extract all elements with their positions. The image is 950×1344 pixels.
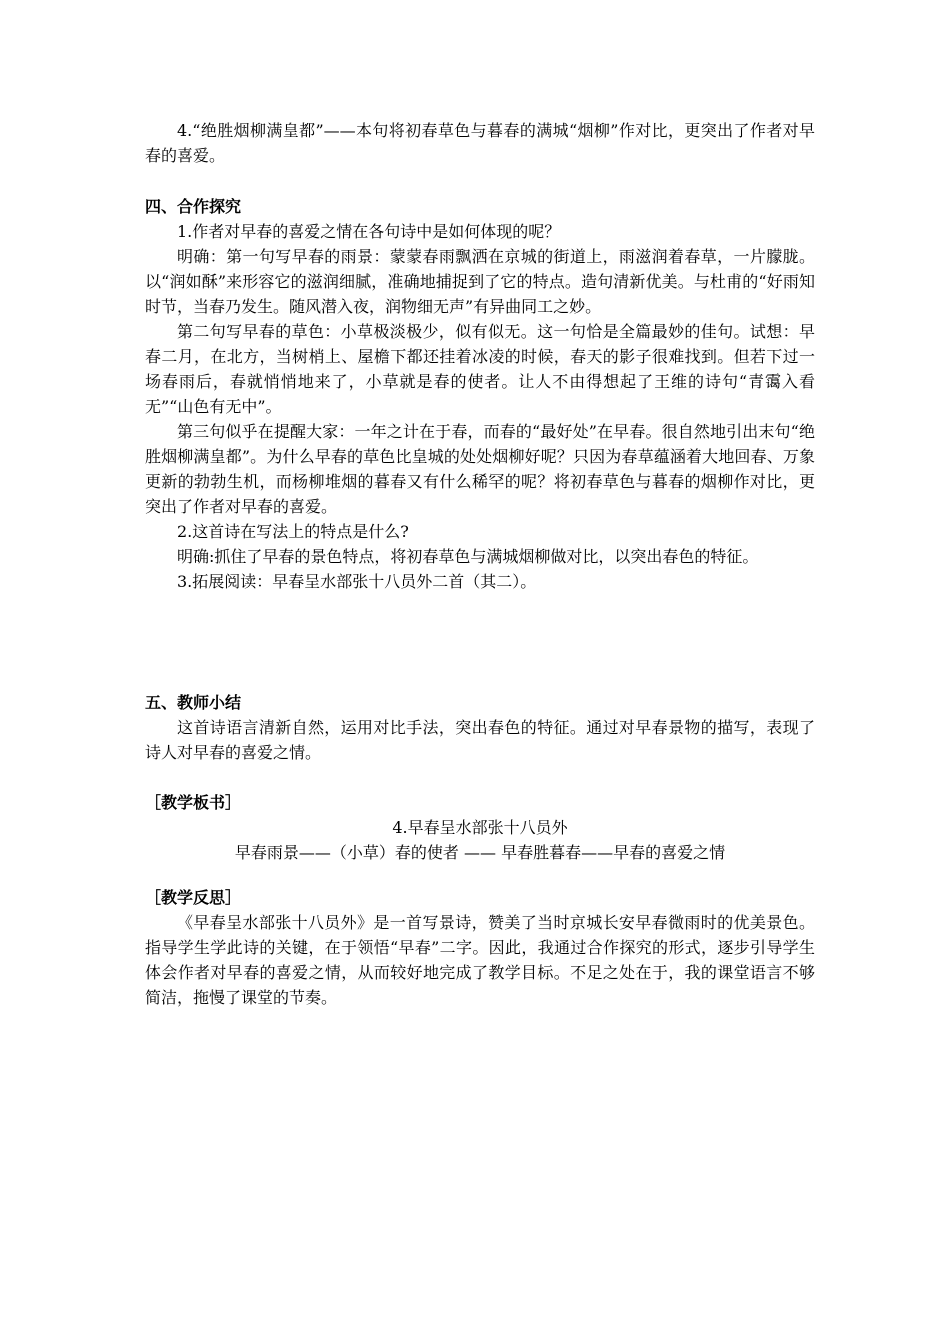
board-title-line: 4.早春呈水部张十八员外 <box>392 818 568 837</box>
board-heading: ［教学板书］ <box>145 793 242 812</box>
reflection-heading: ［教学反思］ <box>145 888 242 907</box>
board-summary-line: 早春雨景——（小草）春的使者 —— 早春胜暮春——早春的喜爱之情 <box>234 843 726 862</box>
answer-1: 明确：第一句写早春的雨景：蒙蒙春雨飘洒在京城的街道上，雨滋润着春草，一片朦胧。以“润如酥”来形容它的滋润细腻，准确地捕捉到了它的特点。造句清新优美。与杜甫的“好雨知时节，当春乃发生。随风潜入夜，润物细无声”有异曲同工之妙。 <box>145 247 815 316</box>
section-4-body <box>145 219 815 594</box>
reflection-text: 《早春呈水部张十八员外》是一首写景诗，赞美了当时京城长安早春微雨时的优美景色。指导学生学此诗的关键，在于领悟“早春”二字。因此，我通过合作探究的形式，逐步引导学生体会作者对早春的喜爱之情，从而较好地完成了教学目标。不足之处在于，我的课堂语言不够简洁，拖慢了课堂的节奏。 <box>145 913 815 1007</box>
section-5-body <box>145 715 815 765</box>
summary-text: 这首诗语言清新自然，运用对比手法，突出春色的特征。通过对早春景物的描写，表现了诗人对早春的喜爱之情。 <box>145 718 815 762</box>
question-1: 1.作者对早春的喜爱之情在各句诗中是如何体现的呢？ <box>177 222 561 241</box>
question-2: 2.这首诗在写法上的特点是什么? <box>177 522 409 541</box>
reflection-body <box>145 910 815 1010</box>
paragraph-point-4: 4.“绝胜烟柳满皇都”——本句将初春草色与暮春的满城“烟柳”作对比，更突出了作者对早春的喜爱。 <box>145 121 815 165</box>
intro-section <box>145 118 815 168</box>
section-5-heading: 五、教师小结 <box>145 693 242 712</box>
question-3: 3.拓展阅读：早春呈水部张十八员外二首（其二）。 <box>177 572 537 591</box>
section-4-heading: 四、合作探究 <box>145 197 242 216</box>
answer-2: 第二句写早春的草色：小草极淡极少，似有似无。这一句恰是全篇最妙的佳句。试想：早春二月，在北方，当树梢上、屋檐下都还挂着冰凌的时候，春天的影子很难找到。但若下过一场春雨后，春就悄悄地来了，小草就是春的使者。让人不由得想起了王维的诗句“青霭入看无”“山色有无中”。 <box>145 322 815 416</box>
answer-4: 明确:抓住了早春的景色特点，将初春草色与满城烟柳做对比，以突出春色的特征。 <box>177 547 759 566</box>
answer-3: 第三句似乎在提醒大家：一年之计在于春，而春的“最好处”在早春。很自然地引出末句“绝胜烟柳满皇都”。为什么早春的草色比皇城的处处烟柳好呢？只因为春草蕴涵着大地回春、万象更新的勃勃生机，而杨柳堆烟的暮春又有什么稀罕的呢？将初春草色与暮春的烟柳作对比，更突出了作者对早春的喜爱。 <box>145 422 815 516</box>
